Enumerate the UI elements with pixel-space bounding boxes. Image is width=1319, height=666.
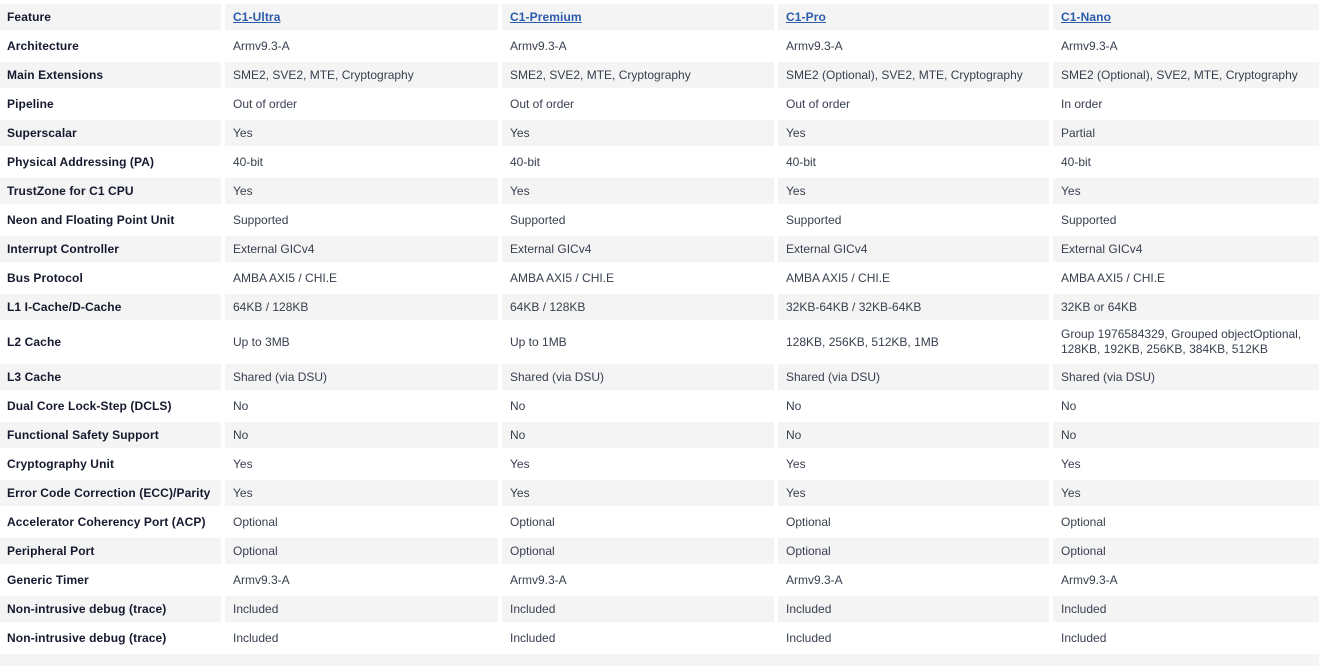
table-row <box>0 567 1319 596</box>
cell-value: Shared (via DSU) <box>225 364 502 393</box>
cell-value: 32KB or 64KB <box>1053 294 1319 323</box>
table-row <box>0 149 1319 178</box>
cell-value: Shared (via DSU) <box>1053 364 1319 393</box>
cell-value: Up to 3MB <box>225 323 502 364</box>
cell-value: Optional <box>778 509 1053 538</box>
cell-value: Group 1976584329, Grouped objectOptional, 128KB, 192KB, 256KB, 384KB, 512KB <box>1053 323 1319 364</box>
cell-value: AMBA AXI5 / CHI.E <box>778 265 1053 294</box>
table-row <box>0 480 1319 509</box>
feature-label: L2 Cache <box>0 323 225 364</box>
cell-value: Yes <box>225 178 502 207</box>
cell-value: No <box>502 393 778 422</box>
table-row <box>0 207 1319 236</box>
cell-value: Partial <box>1053 120 1319 149</box>
cell-value: Optional <box>502 538 778 567</box>
feature-label: Physical Addressing (PA) <box>0 149 225 178</box>
header-row <box>0 4 1319 33</box>
cell-value: Optional <box>225 509 502 538</box>
cell-value: SME2, SVE2, MTE, Cryptography <box>502 62 778 91</box>
cell-value: 64KB / 128KB <box>502 294 778 323</box>
feature-label: Non-intrusive debug (trace) <box>0 625 225 654</box>
cell-value: Yes <box>778 120 1053 149</box>
cell-value: 40-bit <box>225 149 502 178</box>
feature-label: Interrupt Controller <box>0 236 225 265</box>
cell-value: Yes <box>225 451 502 480</box>
feature-label: TrustZone for C1 CPU <box>0 178 225 207</box>
cell-value: Optional <box>502 509 778 538</box>
table-row <box>0 393 1319 422</box>
cell-value: Armv9.3-A <box>778 33 1053 62</box>
cell-value: Included <box>225 596 502 625</box>
feature-label: Architecture <box>0 33 225 62</box>
cell-value: Armv9.3-A <box>225 33 502 62</box>
cell-value: 128KB, 256KB, 512KB, 1MB <box>778 323 1053 364</box>
cell-value: No <box>778 393 1053 422</box>
cell-value: 40-bit <box>502 149 778 178</box>
c1-pro-link[interactable]: C1-Pro <box>786 9 826 24</box>
table-row <box>0 178 1319 207</box>
cell-value: Up to 1MB <box>502 323 778 364</box>
cell-value: Yes <box>778 178 1053 207</box>
c1-ultra-link[interactable]: C1-Ultra <box>233 9 281 24</box>
cell-value: Yes <box>225 480 502 509</box>
cell-value: Included <box>1053 625 1319 654</box>
cpu-feature-comparison-table <box>0 4 1319 654</box>
feature-label: Bus Protocol <box>0 265 225 294</box>
cell-value: No <box>1053 422 1319 451</box>
feature-column-header: Feature <box>0 4 225 33</box>
cell-value: Included <box>502 596 778 625</box>
feature-label: Functional Safety Support <box>0 422 225 451</box>
cell-value: Yes <box>778 480 1053 509</box>
cell-value: Armv9.3-A <box>1053 33 1319 62</box>
cell-value: External GICv4 <box>1053 236 1319 265</box>
feature-label: Error Code Correction (ECC)/Parity <box>0 480 225 509</box>
c1-nano-link[interactable]: C1-Nano <box>1061 9 1112 24</box>
cell-value: Optional <box>225 538 502 567</box>
cell-value: Armv9.3-A <box>502 33 778 62</box>
feature-label: Main Extensions <box>0 62 225 91</box>
feature-label: Pipeline <box>0 91 225 120</box>
cell-value: Optional <box>1053 509 1319 538</box>
feature-label: Cryptography Unit <box>0 451 225 480</box>
table-body <box>0 33 1319 654</box>
cell-value: In order <box>1053 91 1319 120</box>
cell-value: External GICv4 <box>502 236 778 265</box>
cell-value: 40-bit <box>1053 149 1319 178</box>
table-row <box>0 323 1319 364</box>
cell-value: Yes <box>1053 178 1319 207</box>
table-row <box>0 364 1319 393</box>
cell-value: Out of order <box>502 91 778 120</box>
table-row <box>0 294 1319 323</box>
cell-value: Included <box>778 625 1053 654</box>
table-row <box>0 236 1319 265</box>
cell-value: Supported <box>502 207 778 236</box>
cell-value: 32KB-64KB / 32KB-64KB <box>778 294 1053 323</box>
cell-value: External GICv4 <box>778 236 1053 265</box>
cell-value: No <box>502 422 778 451</box>
column-header-c1-pro <box>778 4 1053 33</box>
cell-value: Out of order <box>778 91 1053 120</box>
table-row <box>0 538 1319 567</box>
table-row <box>0 596 1319 625</box>
cell-value: Included <box>225 625 502 654</box>
cell-value: Shared (via DSU) <box>502 364 778 393</box>
cell-value: Supported <box>1053 207 1319 236</box>
table-row <box>0 422 1319 451</box>
cell-value: Yes <box>502 178 778 207</box>
cell-value: SME2, SVE2, MTE, Cryptography <box>225 62 502 91</box>
cell-value: SME2 (Optional), SVE2, MTE, Cryptography <box>1053 62 1319 91</box>
feature-label: Generic Timer <box>0 567 225 596</box>
feature-label: Dual Core Lock-Step (DCLS) <box>0 393 225 422</box>
cell-value: AMBA AXI5 / CHI.E <box>502 265 778 294</box>
cell-value: Armv9.3-A <box>1053 567 1319 596</box>
feature-label: L3 Cache <box>0 364 225 393</box>
cell-value: Supported <box>778 207 1053 236</box>
cell-value: No <box>225 422 502 451</box>
cell-value: Optional <box>1053 538 1319 567</box>
next-row-partial-strip <box>0 654 1319 666</box>
table-row <box>0 33 1319 62</box>
table-row <box>0 509 1319 538</box>
cell-value: 40-bit <box>778 149 1053 178</box>
table-row <box>0 451 1319 480</box>
cell-value: 64KB / 128KB <box>225 294 502 323</box>
table-row <box>0 265 1319 294</box>
cell-value: Yes <box>1053 451 1319 480</box>
feature-label: Superscalar <box>0 120 225 149</box>
cell-value: Supported <box>225 207 502 236</box>
cell-value: Yes <box>502 451 778 480</box>
cell-value: Optional <box>778 538 1053 567</box>
cell-value: Armv9.3-A <box>778 567 1053 596</box>
cell-value: No <box>778 422 1053 451</box>
cell-value: Yes <box>1053 480 1319 509</box>
cell-value: AMBA AXI5 / CHI.E <box>1053 265 1319 294</box>
table-row <box>0 625 1319 654</box>
cell-value: Yes <box>502 480 778 509</box>
cell-value: Armv9.3-A <box>502 567 778 596</box>
cell-value: Armv9.3-A <box>225 567 502 596</box>
cell-value: Included <box>778 596 1053 625</box>
cell-value: Included <box>502 625 778 654</box>
cell-value: Out of order <box>225 91 502 120</box>
cell-value: Yes <box>502 120 778 149</box>
feature-label: Neon and Floating Point Unit <box>0 207 225 236</box>
table-row <box>0 62 1319 91</box>
cell-value: No <box>225 393 502 422</box>
column-header-c1-ultra <box>225 4 502 33</box>
cell-value: Shared (via DSU) <box>778 364 1053 393</box>
column-header-c1-premium <box>502 4 778 33</box>
cell-value: Yes <box>778 451 1053 480</box>
feature-label: L1 I-Cache/D-Cache <box>0 294 225 323</box>
table-row <box>0 120 1319 149</box>
table-row <box>0 91 1319 120</box>
feature-label: Peripheral Port <box>0 538 225 567</box>
feature-label: Non-intrusive debug (trace) <box>0 596 225 625</box>
cell-value: Included <box>1053 596 1319 625</box>
c1-premium-link[interactable]: C1-Premium <box>510 9 582 24</box>
cell-value: External GICv4 <box>225 236 502 265</box>
cell-value: AMBA AXI5 / CHI.E <box>225 265 502 294</box>
cell-value: SME2 (Optional), SVE2, MTE, Cryptography <box>778 62 1053 91</box>
feature-label: Accelerator Coherency Port (ACP) <box>0 509 225 538</box>
cell-value: Yes <box>225 120 502 149</box>
column-header-c1-nano <box>1053 4 1319 33</box>
cell-value: No <box>1053 393 1319 422</box>
